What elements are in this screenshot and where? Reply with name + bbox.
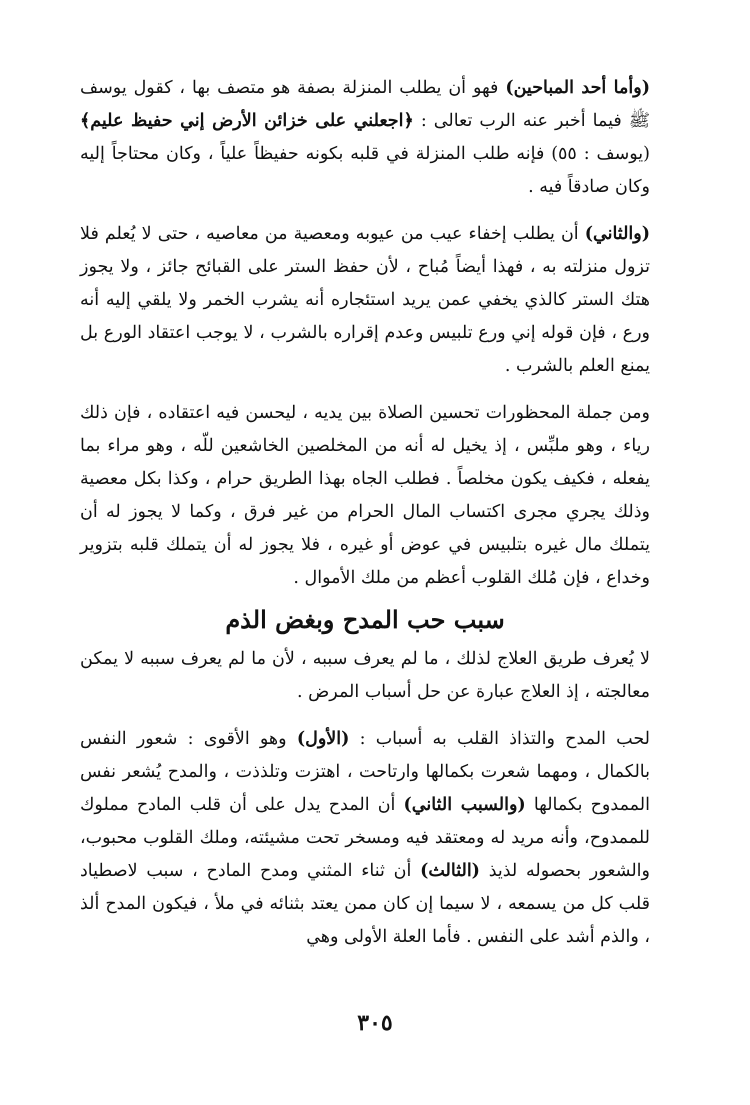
section-heading: سبب حب المدح وبغض الذم <box>225 605 505 634</box>
text-segment: (الثالث) <box>420 861 480 881</box>
text-segment: أن يطلب إخفاء عيب من عيوبه ومعصية من معاصيه ، حتى لا يُعلم فلا تزول منزلته به ، فهذا أيضاً مُباح ، لأن حفظ الستر على القبائح جائز ، ولا يجوز هتك الستر كالذي يخفي عمن يريد استئجاره أنه يشرب الخمر ولا يلقي إليه أنه ورع ، فإن قوله إني ورع تلبيس وعدم إقراره بالشرب ، لا يوجب اعتقاد الورع بل يمنع العلم بالشرب . <box>80 224 650 376</box>
paragraph-permissible-second <box>80 218 650 383</box>
paragraph-cure-intro <box>80 643 650 709</box>
paragraph-permissible-first <box>80 72 650 204</box>
text-segment: (والسبب الثاني) <box>403 795 526 815</box>
text-segment: أن ثناء المثني ومدح المادح ، سبب لاصطياد قلب كل من يسمعه ، لا سيما إن كان ممن يعتد بثنائه في ملأ ، فيكون المدح ألذ ، والذم أشد على النفس . فأما العلة الأولى وهي <box>80 861 650 947</box>
text-segment: (الأول) <box>296 729 350 749</box>
text-segment: أن المدح يدل على أن قلب المادح مملوك للممدوح، وأنه مريد له ومعتقد فيه ومسخر تحت مشيئته، وملك القلوب محبوب، والشعور بحصوله لذيذ <box>80 795 650 881</box>
paragraph-prohibited <box>80 397 650 595</box>
paragraph-causes <box>80 723 650 954</box>
text-segment: ومن جملة المحظورات تحسين الصلاة بين يديه ، ليحسن فيه اعتقاده ، فإن ذلك رياء ، وهو ملبِّس ، إذ يخيل له أنه من المخلصين الخاشعين للّه ، وهو مراء بما يفعله ، فكيف يكون مخلصاً . فطلب الجاه بهذا الطريق حرام ، وكذا بكل معصية وذلك يجري مجرى اكتساب المال الحرام من غير فرق ، وكما لا يجوز له أن يتملك مال غيره بتلبيس في عوض أو غيره ، فلا يجوز له أن يتملك قلبه بتزوير وخداع ، فإن مُلك القلوب أعظم من ملك الأموال . <box>80 403 650 588</box>
body-text-bottom <box>80 643 650 954</box>
text-segment: لا يُعرف طريق العلاج لذلك ، ما لم يعرف سببه ، لأن ما لم يعرف سببه لا يمكن معالجته ، إذ العلاج عبارة عن حل أسباب المرض . <box>80 649 650 702</box>
text-segment: (والثاني) <box>584 224 650 244</box>
text-segment: (وأما أحد المباحين) <box>505 78 650 98</box>
text-segment: (يوسف : ٥٥) فإنه طلب المنزلة في قلبه بكونه حفيظاً علياً ، وكان محتاجاً إليه وكان صادقاً فيه . <box>80 144 650 197</box>
text-segment: وهو الأقوى : شعور النفس بالكمال ، ومهما شعرت بكمالها وارتاحت ، اهتزت وتلذذت ، والمدح يُشعر نفس الممدوح بكمالها <box>80 729 650 815</box>
body-text-top <box>80 72 650 595</box>
text-segment: لحب المدح والتذاذ القلب به أسباب : <box>349 729 650 749</box>
quran-quote: ﴿اجعلني على خزائن الأرض إني حفيظ عليم﴾ <box>80 111 414 131</box>
page-number: ٣٠٥ <box>357 1010 393 1036</box>
text-segment: فهو أن يطلب المنزلة بصفة هو متصف بها ، كقول يوسف ﷺ فيما أخبر عنه الرب تعالى : <box>80 78 650 131</box>
